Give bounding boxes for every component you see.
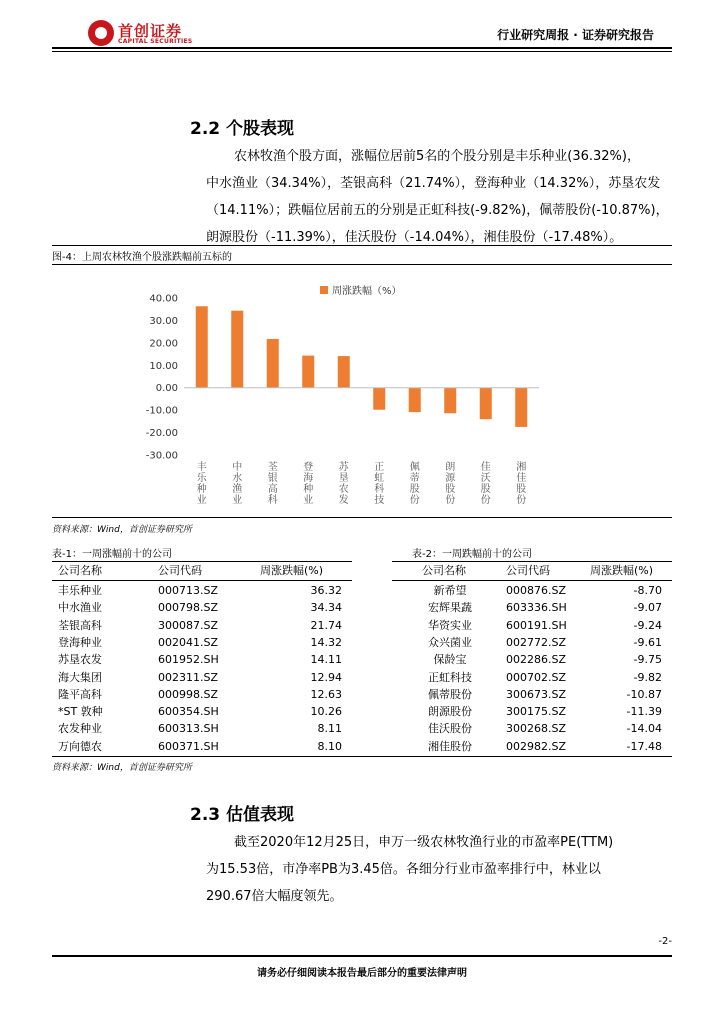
table-cell: 000798.SZ: [158, 601, 219, 615]
table-row: [52, 651, 352, 668]
table-cell: 002286.SZ: [506, 653, 567, 667]
table1-title: 表-1：一周涨幅前十的公司: [52, 549, 172, 560]
bar-登海种业: [302, 356, 314, 388]
figure-source: 资料来源：Wind，首创证券研究所: [52, 525, 192, 535]
table-top-losers: [392, 561, 672, 757]
table-cell: 隆平高科: [58, 687, 102, 701]
table-cell: 苏垦农发: [58, 653, 102, 667]
table-row: [392, 617, 672, 634]
table-cell: 300268.SZ: [506, 722, 567, 736]
column-header: 公司代码: [506, 564, 550, 577]
table-cell: 21.74: [310, 618, 342, 632]
table-cell: 12.63: [310, 687, 342, 701]
table-cell: 佩蒂股份: [428, 687, 472, 701]
logo-text-cn: 首创证券: [118, 22, 183, 40]
table-cell: 中水渔业: [58, 601, 102, 615]
table-rule: [52, 561, 352, 562]
bar-佩蒂股份: [409, 388, 421, 412]
x-tick-label: 中水渔业: [232, 462, 243, 506]
table-row: [52, 703, 352, 720]
table-cell: -9.82: [633, 670, 662, 684]
table-row: [52, 582, 352, 599]
table-cell: 丰乐种业: [58, 584, 102, 597]
x-tick-label: 湘佳股份: [516, 462, 527, 506]
y-axis: [146, 294, 178, 462]
y-tick-label: -30.00: [145, 450, 178, 462]
table-cell: -11.39: [626, 705, 662, 719]
table-cell: 14.32: [310, 635, 342, 649]
table-cell: 朗源股份: [428, 705, 472, 719]
section-heading-2-2: 2.2 个股表现: [190, 119, 295, 139]
x-tick-label: 丰乐种业: [196, 462, 207, 506]
legal-notice: 请务必仔细阅读本报告最后部分的重要法律声明: [257, 968, 467, 979]
table-cell: 万向德农: [58, 739, 102, 753]
column-header: 周涨跌幅(%): [590, 564, 654, 577]
figure-title-rule: [52, 264, 672, 265]
table-cell: 002041.SZ: [158, 635, 219, 649]
table-row: [52, 669, 352, 686]
column-header: 公司代码: [158, 564, 202, 577]
x-tick-label: 正虹科技: [374, 462, 385, 506]
x-axis-labels: [197, 460, 527, 506]
table-cell: 000702.SZ: [506, 670, 567, 684]
paragraph-line: （14.11%）；跌幅位居前五的分别是正虹科技(-9.82%)，佩蒂股份(-10.87%)，: [206, 203, 669, 218]
table-row: [392, 686, 672, 703]
table-rule: [392, 580, 672, 581]
table-cell: 10.26: [310, 705, 342, 719]
table-cell: -8.70: [633, 584, 662, 597]
table-cell: 002772.SZ: [506, 635, 567, 649]
table-cell: 34.34: [310, 601, 342, 615]
table-row: [392, 651, 672, 668]
table-cell: -10.87: [626, 687, 662, 701]
table2-title: 表-2：一周跌幅前十的公司: [412, 549, 532, 560]
table-cell: 保龄宝: [433, 653, 467, 667]
bar-正虹科技: [373, 388, 385, 410]
bar-佳沃股份: [480, 388, 492, 419]
table-cell: 8.10: [317, 739, 342, 753]
table-cell: 宏辉果蔬: [428, 601, 472, 615]
column-header: 公司名称: [422, 564, 466, 577]
table-row: [52, 599, 352, 616]
legend-swatch: [320, 286, 328, 294]
table-cell: 佳沃股份: [428, 722, 472, 736]
x-tick-label: 朗源股份: [445, 462, 456, 506]
table-cell: -9.75: [633, 653, 662, 667]
column-header: 公司名称: [58, 564, 102, 577]
table-cell: -17.48: [626, 739, 662, 753]
table-cell: -9.07: [633, 601, 662, 615]
table-cell: 华资实业: [428, 618, 472, 632]
x-tick-label: 苏垦农发: [338, 462, 349, 506]
bar-中水渔业: [231, 311, 243, 388]
bar-丰乐种业: [196, 306, 208, 387]
paragraph-line: 截至2020年12月25日，申万一级农林牧渔行业的市盈率PE(TTM): [234, 835, 614, 850]
bar-series: [196, 306, 528, 427]
y-tick-label: 20.00: [149, 338, 178, 350]
table-row: [52, 617, 352, 634]
table-cell: 海大集团: [58, 670, 102, 684]
table-row: [392, 738, 672, 755]
table-row: [392, 634, 672, 651]
table-cell: 8.11: [317, 722, 342, 736]
x-tick-label: 荃银高科: [267, 462, 278, 506]
table-cell: *ST 敦种: [58, 705, 103, 719]
table-cell: -9.24: [633, 618, 662, 632]
bar-苏垦农发: [338, 356, 350, 388]
logo-text-en: CAPITAL SECURITIES: [118, 38, 193, 45]
tables-source: 资料来源：Wind，首创证券研究所: [52, 763, 192, 773]
table-row: [52, 634, 352, 651]
table-cell: 603336.SH: [506, 601, 567, 615]
table-cell: 众兴菌业: [428, 635, 472, 649]
figure-bottom-rule: [52, 517, 672, 518]
y-tick-label: 0.00: [155, 383, 178, 395]
table-row: [392, 669, 672, 686]
table-cell: 湘佳股份: [428, 739, 472, 753]
y-tick-label: 40.00: [149, 293, 178, 305]
table-cell: 300673.SZ: [506, 687, 567, 701]
table-cell: 600371.SH: [158, 739, 219, 753]
page-number: -2-: [658, 936, 672, 947]
table-cell: 000713.SZ: [158, 584, 219, 597]
table-cell: 36.32: [310, 584, 342, 597]
table-cell: 600191.SH: [506, 618, 567, 632]
table-cell: 登海种业: [58, 635, 102, 649]
table-cell: -14.04: [626, 722, 662, 736]
table-top-gainers: [52, 561, 352, 757]
bar-荃银高科: [267, 339, 279, 388]
table-cell: 14.11: [310, 653, 342, 667]
table-cell: 601952.SH: [158, 653, 219, 667]
table-cell: 002982.SZ: [506, 739, 567, 753]
stock-change-bar-chart: [52, 268, 672, 514]
y-tick-label: -10.00: [145, 405, 178, 417]
chart-legend: [320, 284, 402, 297]
paragraph-line: 290.67倍大幅度领先。: [206, 889, 343, 904]
company-logo-icon: [88, 20, 114, 46]
x-tick-label: 佩蒂股份: [409, 462, 420, 506]
table-row: [392, 582, 672, 599]
bar-湘佳股份: [515, 388, 527, 427]
table-row: [52, 738, 352, 755]
y-tick-label: 10.00: [149, 360, 178, 372]
table-rule: [52, 580, 352, 581]
table-cell: 300087.SZ: [158, 618, 219, 632]
column-header: 周涨跌幅(%): [260, 564, 324, 577]
x-tick-label: 佳沃股份: [480, 462, 491, 506]
paragraph-line: 中水渔业（34.34%），荃银高科（21.74%），登海种业（14.32%），苏垦农发: [206, 176, 661, 191]
figure-top-rule: [52, 245, 672, 246]
y-tick-label: -20.00: [145, 428, 178, 440]
paragraph-line: 朗源股份（-11.39%），佳沃股份（-14.04%），湘佳股份（-17.48%）。: [206, 230, 623, 245]
table-cell: 000876.SZ: [506, 584, 567, 597]
section-2-2-paragraph: [206, 143, 676, 251]
table-cell: 农发种业: [58, 722, 102, 736]
y-tick-label: 30.00: [149, 315, 178, 327]
table-cell: 12.94: [310, 670, 342, 684]
report-type-title: 行业研究周报 · 证券研究报告: [497, 28, 654, 42]
legend-label: 周涨跌幅（%）: [332, 286, 402, 297]
table-cell: 600313.SH: [158, 722, 219, 736]
table-row: [52, 686, 352, 703]
tables-bottom-rule: [52, 756, 672, 757]
bar-朗源股份: [444, 388, 456, 414]
paragraph-line: 农林牧渔个股方面，涨幅位居前5名的个股分别是丰乐种业(36.32%)，: [234, 149, 640, 164]
header-divider: [52, 47, 672, 49]
table-row: [392, 599, 672, 616]
table-cell: -9.61: [633, 635, 662, 649]
table-cell: 正虹科技: [428, 670, 472, 684]
table-cell: 002311.SZ: [158, 670, 219, 684]
header-divider-thin: [52, 51, 672, 52]
table-row: [392, 720, 672, 737]
table-cell: 600354.SH: [158, 705, 219, 719]
table-row: [392, 703, 672, 720]
section-heading-2-3: 2.3 估值表现: [190, 805, 295, 825]
paragraph-line: 为15.53倍，市净率PB为3.45倍。各细分行业市盈率排行中，林业以: [206, 862, 601, 877]
table-cell: 荃银高科: [58, 618, 102, 632]
figure-title: 图-4：上周农林牧渔个股涨跌幅前五标的: [52, 252, 232, 263]
table-row: [52, 720, 352, 737]
x-tick-label: 登海种业: [303, 462, 314, 506]
table-rule: [392, 561, 672, 562]
section-2-3-paragraph: [206, 829, 676, 910]
footer-divider: [52, 955, 672, 957]
table-cell: 新希望: [433, 584, 467, 597]
table-cell: 300175.SZ: [506, 705, 567, 719]
table-cell: 000998.SZ: [158, 687, 219, 701]
